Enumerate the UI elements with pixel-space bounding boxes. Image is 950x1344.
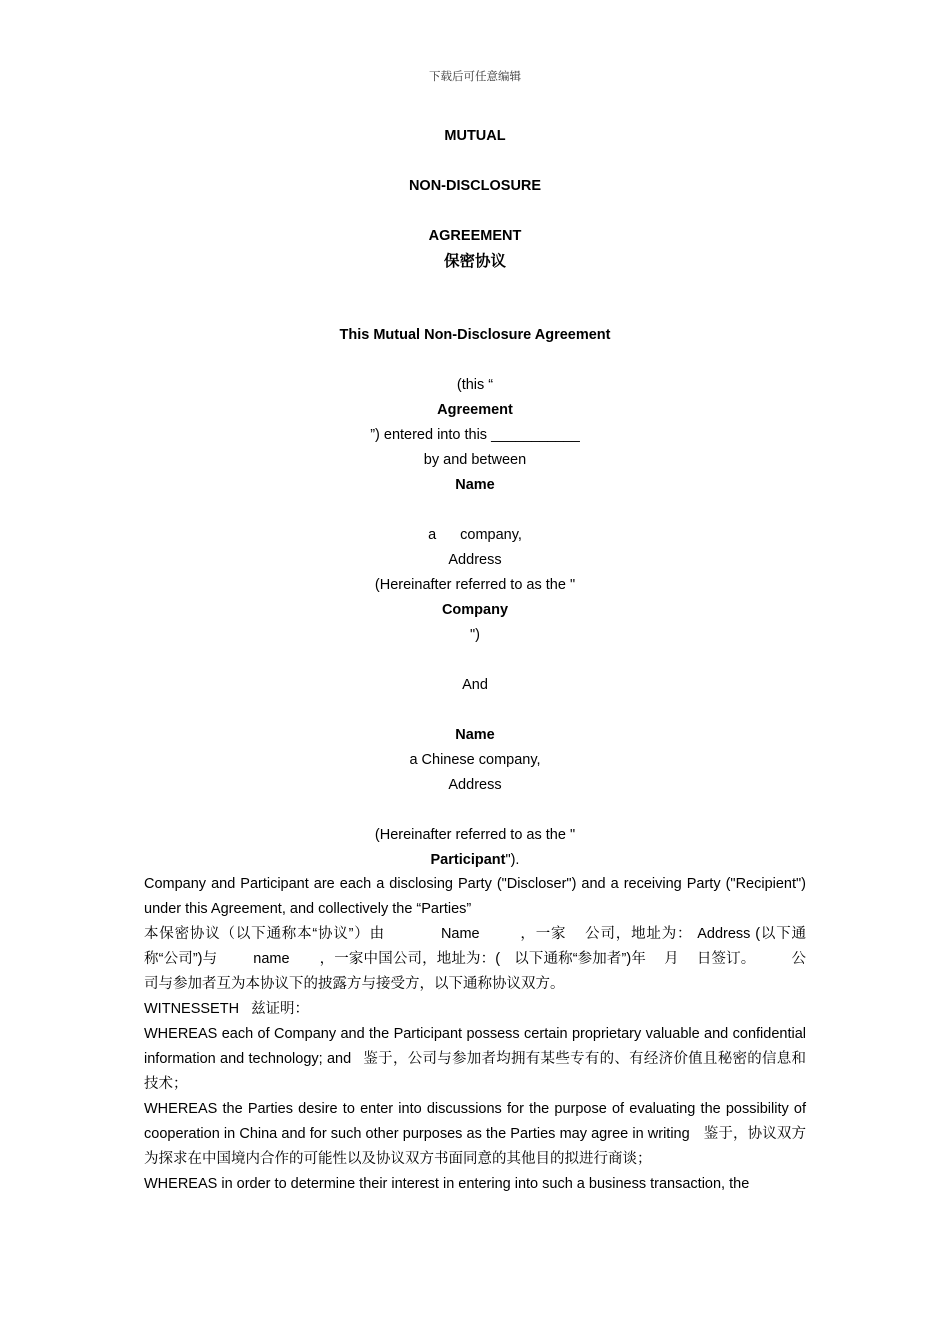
title-line-non-disclosure: NON-DISCLOSURE [408, 178, 542, 194]
cn-paragraph: 本保密协议（以下通称本“协议”）由 Name ，一家 公司，地址为： Address (以下通称“公司”)与 name ，一家中国公司，地址为：( 以下通称“参加者”)年 月 日签订。 公司与参加者互为本协议下的披露方与接受方，以下通称协议双方。 [144, 926, 807, 992]
hereinafter-company: (Hereinafter referred to as the " [374, 577, 576, 593]
party2-name: Name [455, 727, 495, 743]
party1-company-line [0, 523, 950, 548]
this-open: (this “ [456, 377, 494, 393]
and-word: And [462, 677, 488, 693]
whereas-2: WHEREAS the Parties desire to enter into discussions for the purpose of evaluating the possibility of cooperation in China and for such other purposes as the Parties may agree in writing 鉴于，协议双方为探求在中国境内合作的可能性以及协议双方书面同意的其他目的拟进行商谈； [144, 1101, 806, 1167]
whereas-1: WHEREAS each of Company and the Participant possess certain proprietary valuable and confidential information and technology; and 鉴于，公司与参加者均拥有某些专有的、有经济价值且秘密的信息和技术； [144, 1026, 806, 1092]
title-block [0, 124, 950, 274]
title-line-mutual: MUTUAL [444, 128, 506, 144]
agreement-name: This Mutual Non-Disclosure Agreement [339, 327, 611, 343]
company-word: Company [441, 602, 509, 618]
body-text [144, 872, 806, 1197]
close-quote-1: ") [470, 627, 480, 643]
party1-company-a: a [428, 527, 437, 543]
whereas-3: WHEREAS in order to determine their interest in entering into such a business transaction, the [144, 1176, 750, 1192]
parties-paragraph: Company and Participant are each a disclosing Party ("Discloser") and a receiving Party ("Recipient") under this Agreement, and collectively the “Parties” [144, 876, 806, 917]
hereinafter-participant: (Hereinafter referred to as the " [374, 827, 576, 843]
party1-name: Name [455, 477, 495, 493]
entered-into: ”) entered into this ___________ [370, 427, 580, 443]
participant-word: Participant [430, 852, 506, 868]
by-and-between: by and between [423, 452, 527, 468]
title-line-agreement: AGREEMENT [428, 228, 522, 244]
close-quote-2: "). [505, 852, 520, 868]
title-cn: 保密协议 [443, 253, 506, 270]
party2-company: a Chinese company, [409, 752, 541, 768]
participant-line [0, 848, 950, 873]
preamble-block [0, 323, 950, 873]
header-note: 下载后可任意编辑 [429, 71, 521, 83]
witnesseth-line: WITNESSETH 兹证明： [144, 1001, 310, 1017]
agreement-word: Agreement [437, 402, 513, 418]
party2-address: Address [448, 777, 502, 793]
party1-address: Address [448, 552, 502, 568]
party1-company: company, [460, 527, 522, 543]
